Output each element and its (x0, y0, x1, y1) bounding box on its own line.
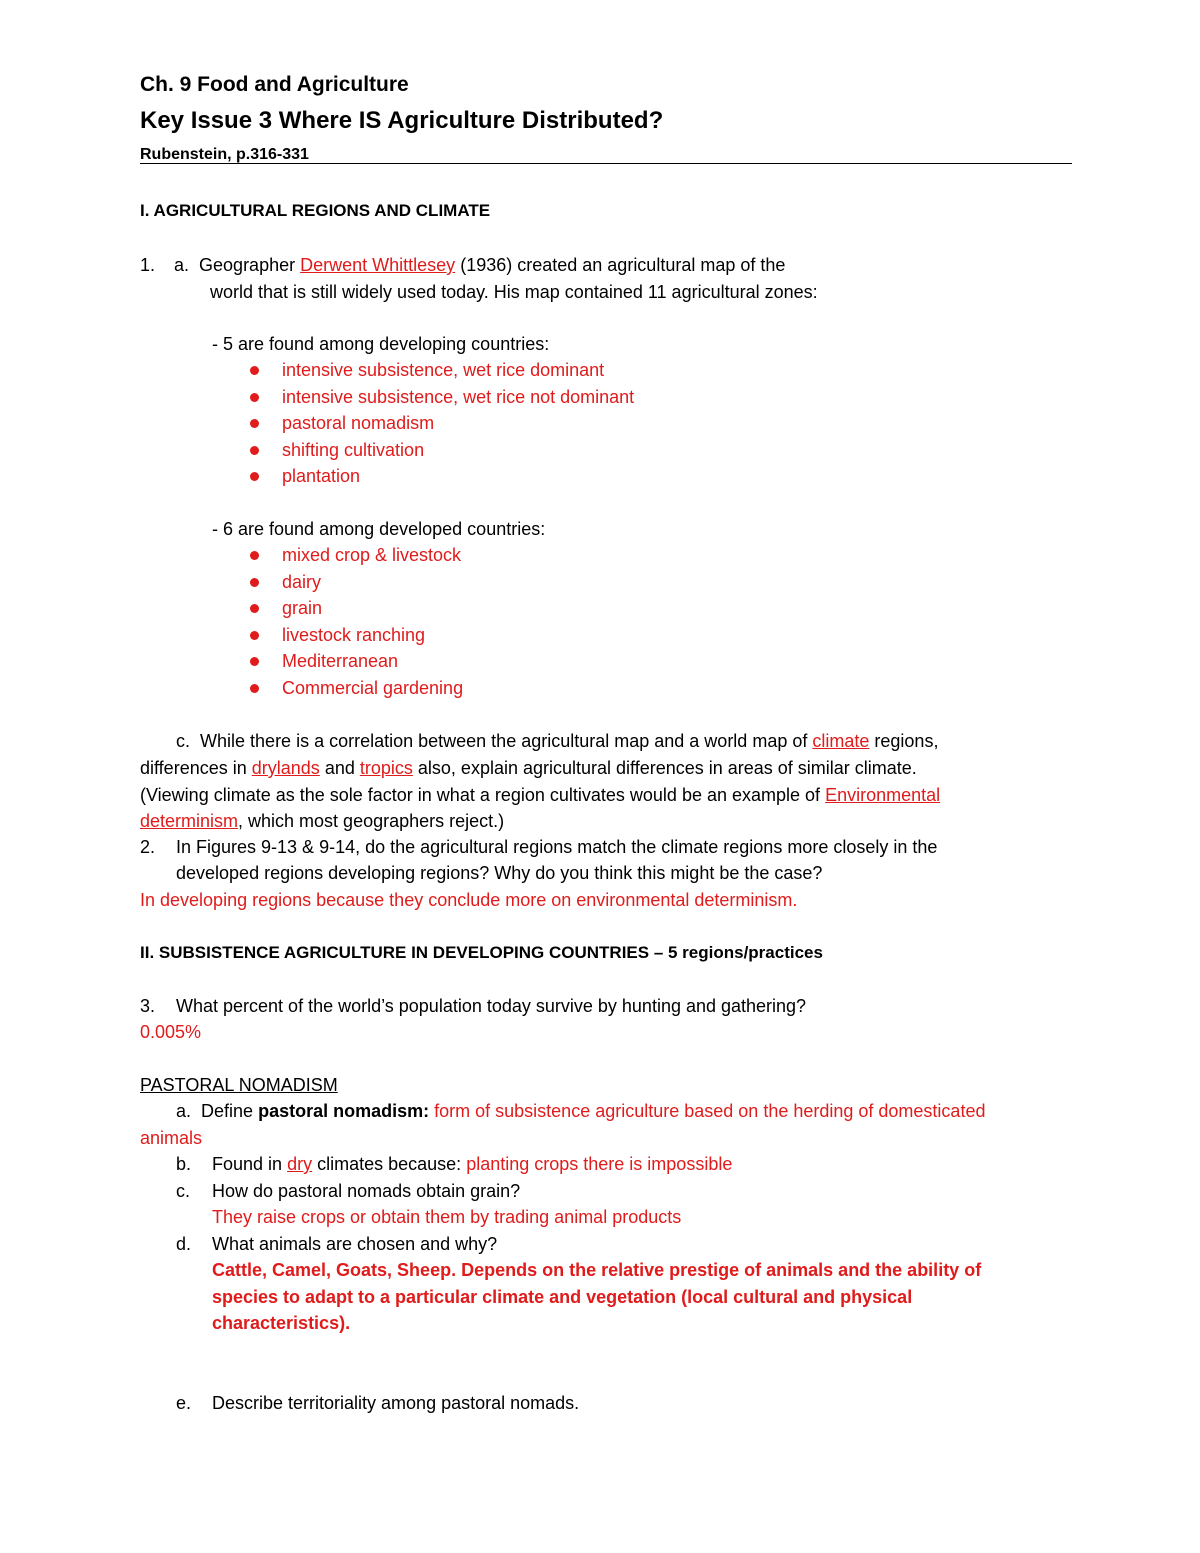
answer-drylands: drylands (251, 758, 320, 778)
question-1a-text-post: (1936) created an agricultural map of the (460, 255, 786, 275)
question-c-label: c. (176, 1181, 191, 1201)
bullet-icon (250, 419, 259, 428)
header-divider (140, 163, 1072, 164)
answer-tropics: tropics (359, 758, 413, 778)
bullet-icon (250, 578, 259, 587)
bullet-icon (250, 446, 259, 455)
question-b-text: Found in (212, 1154, 283, 1174)
question-1a (174, 254, 785, 276)
answer-environmental: Environmental (825, 785, 941, 805)
question-1c-text: differences in (140, 758, 247, 778)
bullet-icon (250, 366, 259, 375)
question-c-text: How do pastoral nomads obtain grain? (212, 1181, 521, 1201)
question-1c-text: (Viewing climate as the sole factor in what a region cultivates would be an example of (140, 785, 821, 805)
section-1-title: I. AGRICULTURAL REGIONS AND CLIMATE (140, 201, 491, 220)
question-b (212, 1153, 732, 1175)
question-1c-line-2 (140, 757, 917, 779)
bullet-icon (250, 657, 259, 666)
question-1a-label: a. (174, 255, 190, 275)
bullet-icon (250, 684, 259, 693)
question-a-answer-line-2: animals (140, 1128, 203, 1148)
question-2-answer: In developing regions because they conclude more on environmental determinism. (140, 890, 798, 910)
question-1c-text: While there is a correlation between the agricultural map and a world map of (200, 731, 808, 751)
bullet-icon (250, 604, 259, 613)
bullet-icon (250, 631, 259, 640)
question-d-answer-line-3: characteristics). (212, 1313, 351, 1333)
developed-intro: - 6 are found among developed countries: (212, 519, 546, 539)
question-3-text: What percent of the world’s population today survive by hunting and gathering? (176, 996, 807, 1016)
question-2-line-2: developed regions developing regions? Why do you think this might be the case? (176, 863, 823, 883)
answer-whittlesey: Derwent Whittlesey (300, 255, 456, 275)
question-d-answer-line-1: Cattle, Camel, Goats, Sheep. Depends on the relative prestige of animals and the ability of (212, 1260, 982, 1280)
question-e-label: e. (176, 1393, 192, 1413)
bullet-icon (250, 472, 259, 481)
list-item: Mediterranean (282, 651, 399, 671)
list-item: shifting cultivation (282, 440, 425, 460)
question-1c-line-4 (140, 810, 504, 832)
question-b-text: climates because: (317, 1154, 462, 1174)
question-1c-text: regions, (874, 731, 939, 751)
question-d-label: d. (176, 1234, 192, 1254)
question-3-number: 3. (140, 996, 156, 1016)
question-1a-line-2: world that is still widely used today. His map contained 11 agricultural zones: (210, 282, 818, 302)
question-1-number: 1. (140, 255, 156, 275)
list-item: plantation (282, 466, 361, 486)
question-a-term: pastoral nomadism (258, 1101, 424, 1121)
list-item: pastoral nomadism (282, 413, 435, 433)
question-b-answer: planting crops there is impossible (466, 1154, 733, 1174)
question-1c-label: c. (176, 731, 191, 751)
answer-determinism: determinism (140, 811, 239, 831)
list-item: intensive subsistence, wet rice dominant (282, 360, 605, 380)
chapter-title: Ch. 9 Food and Agriculture (140, 73, 409, 96)
list-item: dairy (282, 572, 322, 592)
question-1c-line-3 (140, 784, 940, 806)
question-a-label: a. (176, 1101, 192, 1121)
key-issue-title: Key Issue 3 Where IS Agriculture Distributed? (140, 107, 664, 134)
question-a-text: Define (201, 1101, 254, 1121)
question-e-text: Describe territoriality among pastoral nomads. (212, 1393, 580, 1413)
list-item: Commercial gardening (282, 678, 464, 698)
bullet-icon (250, 393, 259, 402)
list-item: intensive subsistence, wet rice not dominant (282, 387, 635, 407)
question-1c-line-1 (176, 730, 938, 752)
answer-dry: dry (287, 1154, 313, 1174)
section-2-title: II. SUBSISTENCE AGRICULTURE IN DEVELOPING COUNTRIES – 5 regions/practices (140, 943, 823, 962)
question-3-answer: 0.005% (140, 1022, 202, 1042)
list-item: livestock ranching (282, 625, 426, 645)
bullet-icon (250, 551, 259, 560)
source-reference: Rubenstein, p.316-331 (140, 146, 309, 163)
list-item: mixed crop & livestock (282, 545, 462, 565)
answer-climate: climate (812, 731, 870, 751)
question-a-answer: form of subsistence agriculture based on the herding of domesticated (434, 1101, 986, 1121)
question-b-label: b. (176, 1154, 192, 1174)
question-a-colon: : (423, 1101, 430, 1121)
question-c-answer: They raise crops or obtain them by trading animal products (212, 1207, 682, 1227)
question-1c-text: and (324, 758, 355, 778)
question-a-line-1 (176, 1100, 985, 1122)
question-2-number: 2. (140, 837, 156, 857)
list-item: grain (282, 598, 323, 618)
question-1c-text: also, explain agricultural differences in areas of similar climate. (417, 758, 917, 778)
question-2-line-1: In Figures 9-13 & 9-14, do the agricultural regions match the climate regions more closely in the (176, 837, 938, 857)
question-1c-text: , which most geographers reject.) (238, 811, 505, 831)
pastoral-nomadism-heading: PASTORAL NOMADISM (140, 1075, 338, 1095)
question-d-answer-line-2: species to adapt to a particular climate and vegetation (local cultural and physical (212, 1287, 913, 1307)
question-d-text: What animals are chosen and why? (212, 1234, 498, 1254)
question-1a-text-pre: Geographer (199, 255, 296, 275)
developing-intro: - 5 are found among developing countries: (212, 334, 550, 354)
